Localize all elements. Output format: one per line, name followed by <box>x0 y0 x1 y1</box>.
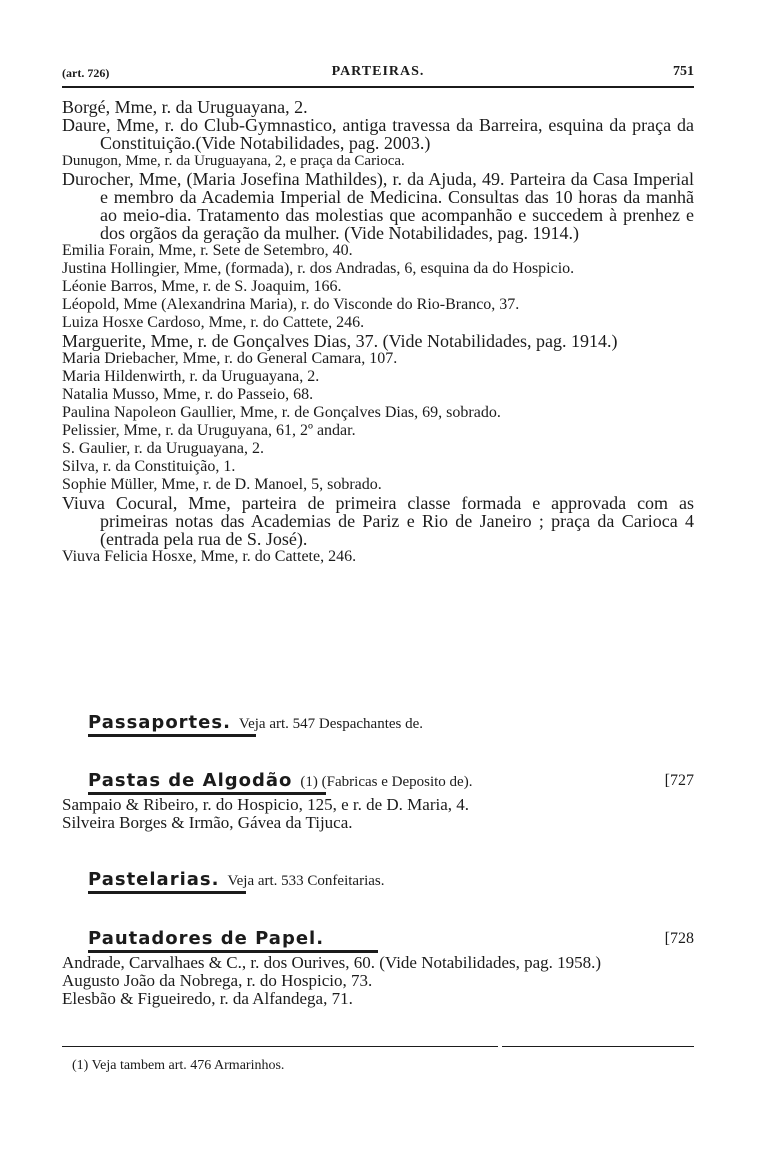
list-item: Natalia Musso, Mme, r. do Passeio, 68. <box>62 386 314 403</box>
footnote-divider <box>62 1046 498 1047</box>
list-item: Dunugon, Mme, r. da Uruguayana, 2, e praça da Carioca. <box>62 153 405 169</box>
list-item: S. Gaulier, r. da Uruguayana, 2. <box>62 440 264 457</box>
list-item: Silveira Borges & Irmão, Gávea da Tijuca. <box>62 813 353 832</box>
page-header <box>62 62 694 88</box>
section-note: (1) (Fabricas e Deposito de). <box>300 774 473 790</box>
section-title: Passaportes. <box>88 712 231 733</box>
list-item: Paulina Napoleon Gaullier, Mme, r. de Gonçalves Dias, 69, sobrado. <box>62 404 501 421</box>
parteiras-list <box>62 98 694 566</box>
section-number: [728 <box>664 930 694 947</box>
list-item: Léonie Barros, Mme, r. de S. Joaquim, 166. <box>62 278 342 295</box>
section-pastas-de-algodao <box>62 770 694 832</box>
list-item: Maria Hildenwirth, r. da Uruguayana, 2. <box>62 368 320 385</box>
list-item: Pelissier, Mme, r. da Uruguyana, 61, 2º andar. <box>62 422 356 439</box>
section-list <box>62 954 694 1008</box>
page-number: 751 <box>673 64 694 79</box>
section-underline <box>88 734 256 737</box>
list-item: Andrade, Carvalhaes & C., r. dos Ourives, 60. (Vide Notabilidades, pag. 1958.) <box>62 953 602 972</box>
list-item: Daure, Mme, r. do Club-Gymnastico, antiga travessa da Barreira, esquina da praça da Constituição.(Vide Notabilidades, pag. 2003.) <box>62 115 694 153</box>
section-pautadores-de-papel <box>62 928 694 1008</box>
list-item: Borgé, Mme, r. da Uruguayana, 2. <box>62 97 308 117</box>
page-title: PARTEIRAS. <box>331 64 425 79</box>
list-item: Emilia Forain, Mme, r. Sete de Setembro, 40. <box>62 242 353 259</box>
article-range: (art. 726) <box>62 66 110 80</box>
list-item: Sampaio & Ribeiro, r. do Hospicio, 125, e r. de D. Maria, 4. <box>62 795 469 814</box>
footnote: (1) Veja tambem art. 476 Armarinhos. <box>72 1058 285 1073</box>
section-passaportes <box>88 712 694 733</box>
list-item: Elesbão & Figueiredo, r. da Alfandega, 71. <box>62 989 353 1008</box>
list-item: Léopold, Mme (Alexandrina Maria), r. do Visconde do Rio-Branco, 37. <box>62 296 520 313</box>
section-note: Veja art. 547 Despachantes de. <box>238 716 424 732</box>
section-note: Veja art. 533 Confeitarias. <box>227 873 385 889</box>
section-title: Pastelarias. <box>88 869 220 890</box>
list-item: Silva, r. da Constituição, 1. <box>62 458 236 475</box>
list-item: Augusto João da Nobrega, r. do Hospicio, 73. <box>62 971 373 990</box>
list-item: Luiza Hosxe Cardoso, Mme, r. do Cattete, 246. <box>62 314 365 331</box>
section-title: Pastas de Algodão <box>88 770 293 791</box>
list-item: Maria Driebacher, Mme, r. do General Camara, 107. <box>62 350 398 367</box>
section-underline <box>88 891 246 894</box>
section-list <box>62 796 694 832</box>
section-number: [727 <box>664 772 694 789</box>
footnote-divider <box>502 1046 694 1047</box>
list-item: Justina Hollingier, Mme, (formada), r. dos Andradas, 6, esquina da do Hospicio. <box>62 260 575 277</box>
list-item: Sophie Müller, Mme, r. de D. Manoel, 5, sobrado. <box>62 476 382 493</box>
list-item: Viuva Felicia Hosxe, Mme, r. do Cattete, 246. <box>62 548 357 565</box>
list-item: Marguerite, Mme, r. de Gonçalves Dias, 37. (Vide Notabilidades, pag. 1914.) <box>62 331 618 351</box>
section-title: Pautadores de Papel. <box>88 928 325 949</box>
list-item: Viuva Cocural, Mme, parteira de primeira classe formada e approvada com as primeiras notas das Academias de Pariz e Rio de Janeiro ; praça da Carioca 4 (entrada pela rua de S. José). <box>62 493 694 549</box>
section-pastelarias <box>88 869 694 890</box>
list-item: Durocher, Mme, (Maria Josefina Mathildes), r. da Ajuda, 49. Parteira da Casa Imperial e membro da Academia Imperial de Medicina. Consultas das 10 horas da manhã ao meio-dia. Tratamento das molestias que acompanhão e succedem à prenhez e dos orgãos da geração da mulher. (Vide Notabilidades, pag. 1914.) <box>62 169 694 243</box>
